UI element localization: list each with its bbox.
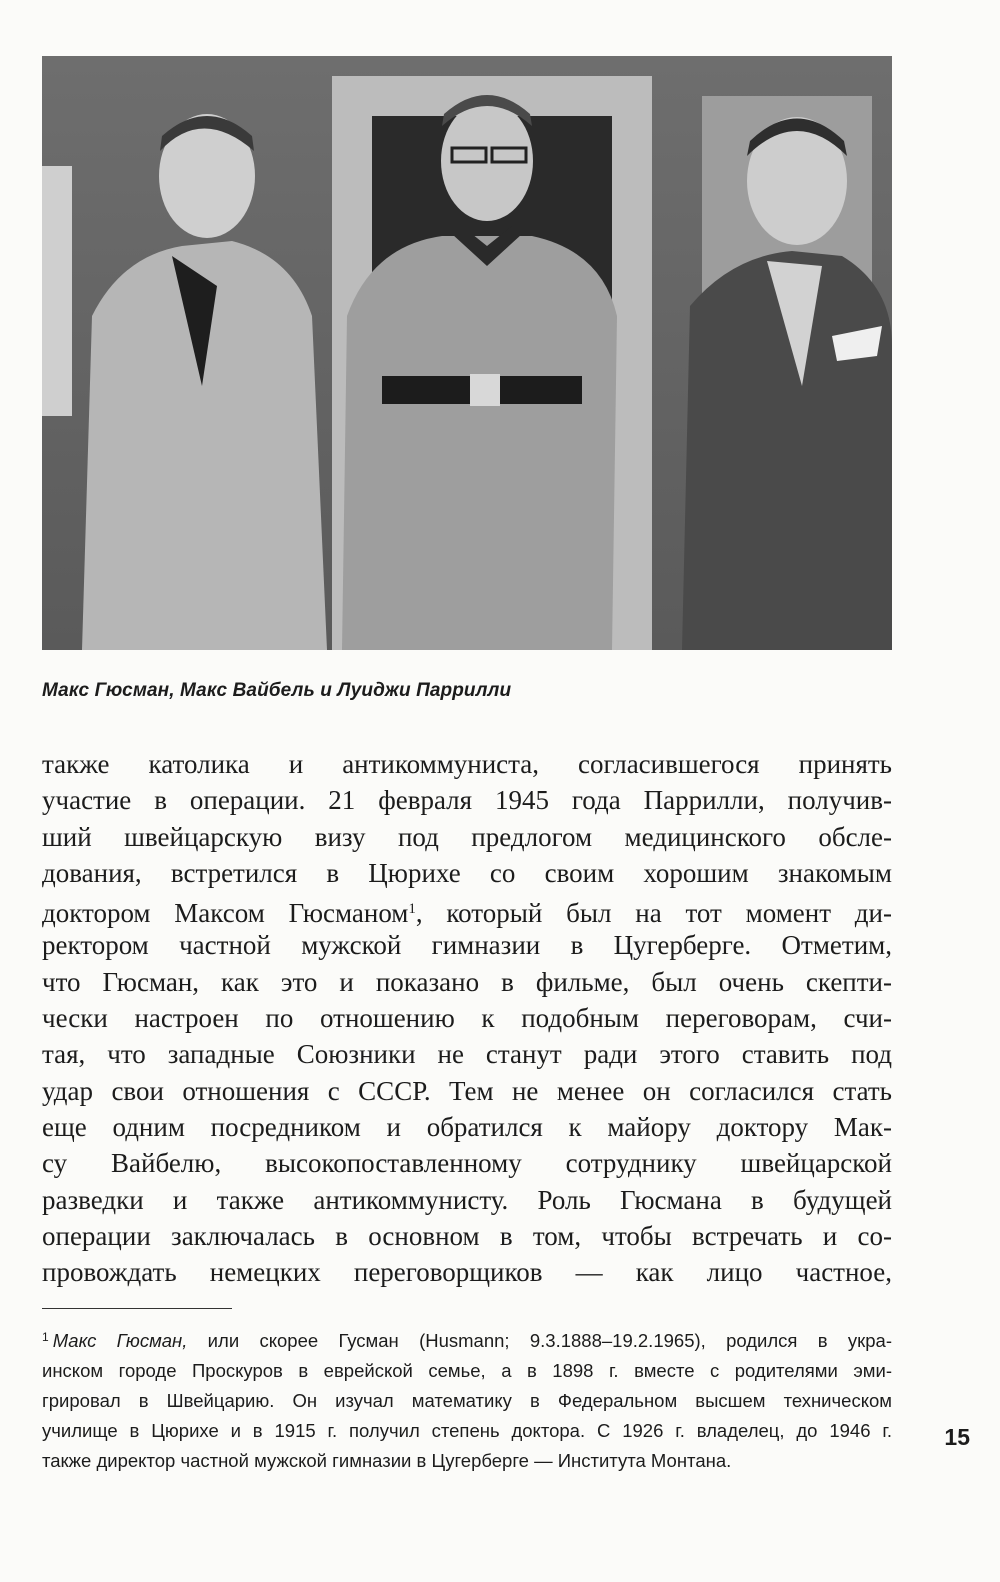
text-line: ший швейцарскую визу под предлогом медицинского обсле- bbox=[42, 821, 892, 852]
footnote-name: Макс Гюсман, bbox=[52, 1330, 188, 1351]
footnote-line: инском городе Проскуров в еврейской семье, а в 1898 г. вместе с родителями эми- bbox=[42, 1360, 892, 1381]
footnote-line: также директор частной мужской гимназии в Цугерберге — Института Монтана. bbox=[42, 1450, 732, 1471]
text-segment: доктором Максом Гюсманом bbox=[42, 898, 409, 929]
text-line: операции заключалась в основном в том, чтобы встречать и со- bbox=[42, 1220, 892, 1251]
text-line bbox=[42, 891, 892, 927]
text-line: участие в операции. 21 февраля 1945 года Паррилли, получив- bbox=[42, 785, 892, 816]
text-line: удар свои отношения с СССР. Тем не менее он согласился стать bbox=[42, 1075, 892, 1106]
footnote-line bbox=[42, 1322, 892, 1356]
text-line: провождать немецких переговорщиков — как лицо частное, bbox=[42, 1257, 892, 1288]
text-line: дования, встретился в Цюрихе со своим хорошим знакомым bbox=[42, 857, 892, 888]
text-line: тая, что западные Союзники не станут ради этого ставить под bbox=[42, 1039, 892, 1070]
footnote-line: училище в Цюрихе и в 1915 г. получил степень доктора. С 1926 г. владелец, до 1946 г. bbox=[42, 1420, 892, 1441]
text-line: разведки и также антикоммунисту. Роль Гюсмана в будущей bbox=[42, 1184, 892, 1215]
text-line: что Гюсман, как это и показано в фильме, был очень скепти- bbox=[42, 966, 892, 997]
page-number: 15 bbox=[944, 1424, 970, 1450]
footnote-reference[interactable]: 1 bbox=[408, 901, 416, 918]
text-line: чески настроен по отношению к подобным переговорам, счи- bbox=[42, 1003, 892, 1034]
footnote-line: грировал в Швейцарию. Он изучал математику в Федеральном высшем техническом bbox=[42, 1390, 892, 1411]
footnote-divider bbox=[42, 1308, 232, 1309]
text-line: ректором частной мужской гимназии в Цугерберге. Отметим, bbox=[42, 930, 892, 961]
photo-caption: Макс Гюсман, Макс Вайбель и Луиджи Паррилли bbox=[42, 680, 512, 701]
photograph bbox=[42, 56, 892, 650]
footnote bbox=[42, 1322, 892, 1476]
text-line: еще одним посредником и обратился к майору доктору Мак- bbox=[42, 1111, 892, 1142]
text-line: также католика и антикоммуниста, согласившегося принять bbox=[42, 749, 892, 779]
text-segment: , который был на тот момент ди- bbox=[415, 898, 892, 929]
footnote-marker: 1 bbox=[42, 1330, 49, 1344]
body-text bbox=[42, 746, 892, 1290]
text-line: су Вайбелю, высокопоставленному сотруднику швейцарской bbox=[42, 1148, 892, 1179]
footnote-text: или скорее Гусман (Husmann; 9.3.1888–19.2.1965), родился в укра- bbox=[187, 1330, 892, 1351]
photograph-illustration bbox=[42, 56, 892, 650]
